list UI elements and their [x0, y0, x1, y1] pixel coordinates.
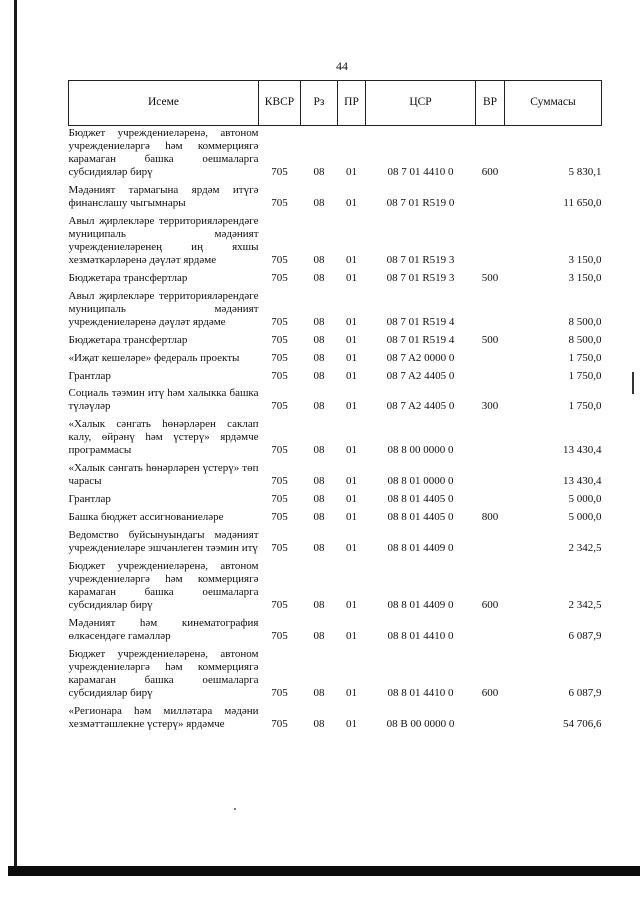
row-kvsr: 705	[271, 271, 288, 284]
row-csr: 08 8 01 4410 0	[387, 629, 454, 642]
budget-table	[68, 80, 602, 735]
table-row	[69, 492, 602, 510]
row-kvsr: 705	[271, 542, 288, 555]
scan-speck	[234, 808, 236, 810]
row-name: «Халык сәнгать һөнәрләрен саклап калу, өйрәнү һәм үстерү» ярдәмче программасы	[68, 418, 259, 457]
row-vr	[476, 183, 505, 214]
row-name: Бюджетара трансфертлар	[68, 333, 188, 346]
row-name: Социаль тәэмин итү һәм халыкка башка түләүләр	[68, 387, 259, 413]
row-sum: 1 750,0	[568, 369, 602, 382]
row-sum: 8 500,0	[568, 315, 602, 328]
row-sum: 3 150,0	[568, 271, 602, 284]
row-vr	[476, 616, 505, 647]
row-name: Грантлар	[68, 369, 111, 382]
table-row	[69, 510, 602, 528]
row-rz: 08	[313, 253, 325, 266]
row-sum: 13 430,4	[563, 475, 602, 488]
row-csr: 08 7 01 R519 4	[386, 315, 455, 328]
row-name: Бюджет учреждениеләренә, автоном учреждениеләргә һәм коммерциягә карамаган башка оешмаларга субсидияләр бирү	[68, 647, 259, 699]
row-rz: 08	[313, 369, 325, 382]
table-row	[69, 386, 602, 417]
row-kvsr: 705	[271, 351, 288, 364]
row-rz: 08	[313, 165, 325, 178]
row-rz: 08	[313, 686, 325, 699]
row-name: Бюджет учреждениеләренә, автоном учреждениеләргә һәм коммерциягә карамаган башка оешмаларга субсидияләр бирү	[68, 127, 259, 178]
row-kvsr: 705	[271, 315, 288, 328]
row-name: «Халык сәнгать һөнәрләрен үстерү» төп чарасы	[68, 462, 259, 488]
header-rz: Рз	[301, 81, 338, 126]
row-sum: 13 430,4	[563, 444, 602, 457]
row-sum: 5 000,0	[568, 511, 602, 524]
table-row	[69, 647, 602, 704]
row-kvsr: 705	[271, 400, 288, 413]
row-kvsr: 705	[271, 599, 288, 612]
row-vr	[476, 351, 505, 369]
scan-bottom-edge	[8, 866, 640, 876]
row-pr: 01	[346, 686, 357, 699]
row-pr: 01	[346, 369, 357, 382]
row-pr: 01	[346, 333, 357, 346]
row-rz: 08	[313, 717, 325, 730]
row-name: Грантлар	[68, 493, 111, 506]
row-kvsr: 705	[271, 333, 288, 346]
scan-mark	[632, 372, 634, 394]
row-vr	[476, 492, 505, 510]
row-csr: 08 8 01 4410 0	[387, 686, 454, 699]
row-pr: 01	[346, 253, 357, 266]
row-csr: 08 В 00 0000 0	[386, 717, 455, 730]
row-csr: 08 8 01 0000 0	[387, 475, 454, 488]
row-kvsr: 705	[271, 165, 288, 178]
row-vr: 300	[481, 400, 499, 413]
row-csr: 08 8 01 4409 0	[387, 542, 454, 555]
row-rz: 08	[313, 542, 325, 555]
row-vr: 600	[481, 599, 499, 612]
row-pr: 01	[346, 196, 357, 209]
row-rz: 08	[313, 196, 325, 209]
row-vr	[476, 704, 505, 735]
row-vr: 500	[481, 333, 499, 346]
row-sum: 5 000,0	[568, 493, 602, 506]
table-row	[69, 271, 602, 289]
row-sum: 1 750,0	[568, 351, 602, 364]
row-rz: 08	[313, 315, 325, 328]
row-name: Башка бюджет ассигнованиеләре	[68, 511, 224, 524]
row-vr	[476, 214, 505, 271]
row-pr: 01	[346, 400, 357, 413]
row-pr: 01	[346, 717, 357, 730]
row-name: Бюджет учреждениеләренә, автоном учреждениеләргә һәм коммерциягә карамаган башка оешмаларга субсидияләр бирү	[68, 560, 259, 612]
row-sum: 11 650,0	[563, 196, 602, 209]
row-pr: 01	[346, 629, 357, 642]
row-sum: 5 830,1	[568, 165, 602, 178]
row-sum: 1 750,0	[568, 400, 602, 413]
row-pr: 01	[346, 542, 357, 555]
row-csr: 08 7 01 4410 0	[387, 165, 454, 178]
row-rz: 08	[313, 400, 325, 413]
table-row	[69, 214, 602, 271]
row-kvsr: 705	[271, 511, 288, 524]
table-row	[69, 704, 602, 735]
row-pr: 01	[346, 475, 357, 488]
header-sum: Суммасы	[505, 81, 602, 126]
row-csr: 08 7 01 R519 3	[386, 253, 455, 266]
row-csr: 08 7 01 R519 4	[386, 333, 455, 346]
row-kvsr: 705	[271, 444, 288, 457]
row-rz: 08	[313, 475, 325, 488]
row-kvsr: 705	[271, 369, 288, 382]
row-vr	[476, 461, 505, 492]
table-row	[69, 126, 602, 183]
row-sum: 54 706,6	[563, 717, 602, 730]
header-csr: ЦСР	[366, 81, 476, 126]
table-row	[69, 461, 602, 492]
row-name: Авыл җирлекләре территорияләрендәге муниципаль мәдәният учреждениеләренең иң яхшы хезмәткәрләренә дәүләт ярдәме	[68, 214, 259, 266]
table-row	[69, 183, 602, 214]
row-kvsr: 705	[271, 717, 288, 730]
row-rz: 08	[313, 351, 325, 364]
row-csr: 08 7 A2 4405 0	[386, 400, 455, 413]
row-rz: 08	[313, 493, 325, 506]
table-row	[69, 351, 602, 369]
table-header-row	[69, 81, 602, 126]
table-row	[69, 616, 602, 647]
row-rz: 08	[313, 599, 325, 612]
row-csr: 08 7 A2 4405 0	[386, 369, 455, 382]
row-name: «Иҗат кешеләре» федераль проекты	[68, 351, 240, 364]
row-pr: 01	[346, 493, 357, 506]
row-kvsr: 705	[271, 475, 288, 488]
row-pr: 01	[346, 165, 357, 178]
row-sum: 2 342,5	[568, 542, 602, 555]
row-pr: 01	[346, 271, 357, 284]
table-row	[69, 559, 602, 616]
row-rz: 08	[313, 511, 325, 524]
row-csr: 08 7 A2 0000 0	[386, 351, 455, 364]
row-csr: 08 8 01 4405 0	[387, 493, 454, 506]
row-sum: 2 342,5	[568, 599, 602, 612]
row-vr	[476, 289, 505, 333]
row-rz: 08	[313, 629, 325, 642]
row-vr	[476, 528, 505, 559]
row-vr: 600	[481, 686, 499, 699]
row-name: Авыл җирлекләре территорияләрендәге муниципаль мәдәният учреждениеләренә дәүләт ярдәме	[68, 289, 259, 328]
scan-left-edge	[14, 0, 17, 872]
row-kvsr: 705	[271, 493, 288, 506]
row-csr: 08 7 01 R519 3	[386, 271, 455, 284]
row-pr: 01	[346, 599, 357, 612]
page-number: 44	[336, 59, 348, 73]
row-name: Мәдәният һәм кинематография өлкәсендәге гамәлләр	[68, 617, 259, 642]
row-csr: 08 8 00 0000 0	[387, 444, 454, 457]
row-vr: 600	[481, 165, 499, 178]
row-pr: 01	[346, 444, 357, 457]
table-row	[69, 417, 602, 461]
row-kvsr: 705	[271, 629, 288, 642]
table-row	[69, 528, 602, 559]
row-rz: 08	[313, 333, 325, 346]
row-sum: 8 500,0	[568, 333, 602, 346]
row-kvsr: 705	[271, 686, 288, 699]
header-vr: ВР	[476, 81, 505, 126]
row-pr: 01	[346, 315, 357, 328]
table-row	[69, 333, 602, 351]
row-kvsr: 705	[271, 253, 288, 266]
row-name: Мәдәният тармагына ярдәм итүгә финанслашу чыгымнары	[68, 183, 259, 209]
header-name: Исеме	[69, 81, 259, 126]
row-name: «Регионара һәм милләтара мәдәни хезмәттәшлекне үстерү» ярдәмче	[68, 704, 259, 730]
table-row	[69, 289, 602, 333]
row-sum: 3 150,0	[568, 253, 602, 266]
row-kvsr: 705	[271, 196, 288, 209]
row-rz: 08	[313, 271, 325, 284]
header-kvsr: КВСР	[259, 81, 301, 126]
row-vr: 800	[481, 511, 499, 524]
row-csr: 08 7 01 R519 0	[386, 196, 455, 209]
row-sum: 6 087,9	[568, 629, 602, 642]
row-pr: 01	[346, 511, 357, 524]
row-rz: 08	[313, 444, 325, 457]
row-csr: 08 8 01 4405 0	[387, 511, 454, 524]
header-pr: ПР	[338, 81, 366, 126]
row-sum: 6 087,9	[568, 686, 602, 699]
row-vr	[476, 369, 505, 387]
row-vr: 500	[481, 271, 499, 284]
table-row	[69, 369, 602, 387]
row-name: Бюджетара трансфертлар	[68, 271, 188, 284]
row-csr: 08 8 01 4409 0	[387, 599, 454, 612]
row-vr	[476, 417, 505, 461]
row-pr: 01	[346, 351, 357, 364]
row-name: Ведомство буйсынуындагы мәдәният учреждениеләре эшчәнлеген тәэмин итү	[68, 529, 259, 555]
